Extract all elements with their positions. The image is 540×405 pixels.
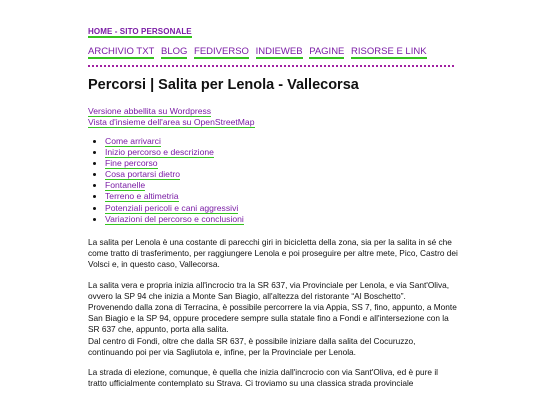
wordpress-version-link[interactable]: Versione abbellita su Wordpress (88, 106, 212, 116)
paragraph-start-line3: Dal centro di Fondi, oltre che dalla SR 637, è possibile iniziare dalla salita del Cocuruzzo, continuando poi per via Sagliutola e, infine, per la Provinciale per Lenola. (88, 335, 416, 357)
toc-link-variazioni[interactable]: Variazioni del percorso e conclusioni (105, 213, 244, 224)
home-link[interactable]: HOME - SITO PERSONALE (88, 27, 192, 36)
toc-item (105, 136, 244, 147)
toc-link-fontanelle[interactable]: Fontanelle (105, 180, 146, 191)
toc-item (105, 214, 244, 225)
toc-item (105, 203, 244, 214)
main-nav (88, 46, 431, 57)
nav-item-pagine[interactable]: PAGINE (309, 46, 345, 57)
toc-item (105, 191, 244, 202)
nav-item-indieweb[interactable]: INDIEWEB (255, 46, 303, 57)
toc-link-come-arrivarci[interactable]: Come arrivarci (105, 136, 161, 146)
toc-link-fine-percorso[interactable]: Fine percorso (105, 158, 158, 169)
openstreetmap-link[interactable]: Vista d'insieme dell'area su OpenStreetMap (88, 117, 255, 127)
nav-item-blog[interactable]: BLOG (160, 46, 188, 57)
nav-item-archivio-txt[interactable]: ARCHIVIO TXT (88, 46, 155, 57)
paragraph-intro: La salita per Lenola è una costante di parecchi giri in bicicletta della zona, sia per la salita in sé che come tratto di trasferimento, per raggiungere Lenola e poi proseguire per altre mete, Pico, Castro dei Volsci e, in questo caso, Vallecorsa. (88, 237, 458, 270)
paragraph-route: La strada di elezione, comunque, è quella che inizia dall'incrocio con via Sant'Oliva, ed è pure il tratto ufficialmente contemplato su Strava. Ci troviamo su una classica strada provinciale (88, 367, 439, 389)
toc-item (105, 180, 244, 191)
dotted-divider (88, 65, 454, 67)
table-of-contents (95, 136, 244, 225)
toc-item (105, 169, 244, 180)
toc-link-cosa-portarsi[interactable]: Cosa portarsi dietro (105, 169, 180, 180)
paragraph-start-line2: Provenendo dalla zona di Terracina, è possibile percorrere la via Appia, SS 7, fino, appunto, a Monte San Biagio e la SP 94, oppure procedere sempre sulla statale fino a Fondi e all'intersezione con la SR 637 che, appunto, porta alla salita. (88, 302, 457, 335)
paragraph-start-line1: La salita vera e propria inizia all'incrocio tra la SR 637, via Provinciale per Lenola, e via Sant'Oliva, ovvero la SP 94 che inizia a Monte San Biagio, all'altezza del ristorante “Al Boschetto”. (88, 279, 450, 301)
nav-item-fediverso[interactable]: FEDIVERSO (194, 46, 249, 57)
toc-item (105, 158, 244, 169)
paragraph-start (88, 280, 458, 358)
nav-item-risorse-e-link[interactable]: RISORSE E LINK (351, 46, 427, 57)
toc-link-terreno[interactable]: Terreno e altimetria (105, 191, 179, 202)
alternate-links (88, 106, 255, 128)
toc-item (105, 147, 244, 158)
toc-link-inizio-percorso[interactable]: Inizio percorso e descrizione (105, 147, 214, 158)
article-body (88, 237, 458, 398)
toc-link-pericoli[interactable]: Potenziali pericoli e cani aggressivi (105, 202, 239, 213)
page-title: Percorsi | Salita per Lenola - Vallecorsa (88, 77, 359, 93)
